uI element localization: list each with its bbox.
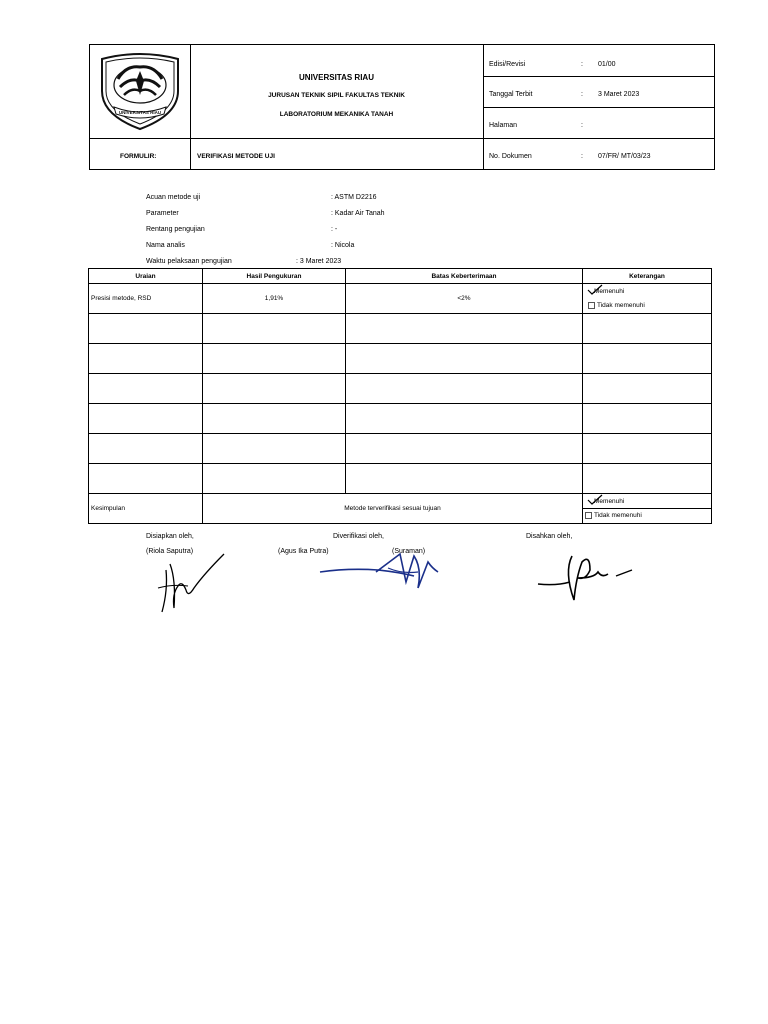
option-memenuhi: Memenuhi [594,497,625,505]
signer-name: (Suraman) [392,548,426,555]
header-divider [190,45,191,170]
keterangan-cell [583,284,712,314]
signature-image [148,550,228,616]
hasil-cell: 1,91% [203,284,346,314]
table-row [89,464,712,494]
meta-value: 01/00 [598,61,616,68]
verification-table [88,268,712,524]
keterangan-cell [583,509,712,524]
empty-cell [583,374,712,404]
info-value: : Nicola [331,242,355,249]
signer-name: (Riola Saputra) [146,548,194,555]
empty-cell [89,344,203,374]
approved-by-label: Disahkan oleh, [526,533,573,540]
meta-colon: : [581,153,583,160]
column-header: Keterangan [583,269,712,284]
header-divider [483,76,715,77]
info-value: : ASTM D2216 [331,194,377,201]
header-divider [483,107,715,108]
empty-cell [203,464,346,494]
option-memenuhi: Memenuhi [594,288,625,295]
info-value: : - [331,226,338,233]
meta-value: 07/FR/ MT/03/23 [598,153,651,160]
info-label: Nama analis [146,242,185,249]
info-value: : Kadar Air Tanah [331,210,385,217]
empty-cell [203,374,346,404]
empty-cell [583,404,712,434]
batas-cell: <2% [346,284,583,314]
university-logo [96,51,184,138]
table-row [89,374,712,404]
table-row [89,314,712,344]
option-tidak-memenuhi: Tidak memenuhi [594,512,642,520]
keterangan-cell [583,494,712,509]
option-tidak-memenuhi: Tidak memenuhi [588,302,645,309]
conclusion-row [89,494,712,509]
meta-label: Edisi/Revisi [489,61,526,68]
empty-cell [346,344,583,374]
info-label: Parameter [146,210,179,217]
table-row [89,404,712,434]
signer-name: (Agus Ika Putra) [278,548,329,555]
meta-label: Tanggal Terbit [489,91,533,98]
university-name: UNIVERSITAS RIAU [299,73,374,82]
meta-label: No. Dokumen [489,153,532,160]
info-label: Rentang pengujian [146,226,205,233]
checkbox-icon [585,512,592,519]
empty-cell [203,434,346,464]
lab-name: LABORATORIUM MEKANIKA TANAH [279,111,394,118]
empty-cell [346,404,583,434]
formulir-value: VERIFIKASI METODE UJI [197,153,275,160]
signature-image [536,548,636,604]
checkmark-icon [587,494,603,506]
empty-cell [346,464,583,494]
empty-cell [203,404,346,434]
prepared-by-label: Disiapkan oleh, [146,533,194,540]
svg-text:UNIVERSITAS RIAU: UNIVERSITAS RIAU [118,110,162,115]
table-row [89,344,712,374]
empty-cell [89,374,203,404]
empty-cell [346,314,583,344]
info-label: Acuan metode uji [146,194,201,201]
empty-cell [89,314,203,344]
meta-colon: : [581,122,583,129]
meta-value: 3 Maret 2023 [598,91,640,98]
info-label: Waktu pelaksaan pengujian [146,258,232,265]
checkbox-icon [588,302,595,309]
conclusion-value: Metode terverifikasi sesuai tujuan [203,494,583,524]
document-header [89,44,715,170]
conclusion-label: Kesimpulan [89,494,203,524]
header-divider [90,138,715,139]
empty-cell [346,434,583,464]
column-header: Batas Keberterimaan [346,269,583,284]
column-header: Uraian [89,269,203,284]
info-value: : 3 Maret 2023 [296,258,342,265]
uraian-cell: Presisi metode, RSD [89,284,203,314]
empty-cell [89,404,203,434]
table-row [89,434,712,464]
empty-cell [346,374,583,404]
empty-cell [583,344,712,374]
empty-cell [89,434,203,464]
table-header-row [89,269,712,284]
table-row [89,284,712,314]
formulir-label: FORMULIR: [120,153,157,160]
empty-cell [203,344,346,374]
column-header: Hasil Pengukuran [203,269,346,284]
empty-cell [89,464,203,494]
empty-cell [583,464,712,494]
verified-by-label: Diverifikasi oleh, [333,533,384,540]
empty-cell [583,314,712,344]
meta-colon: : [581,91,583,98]
meta-colon: : [581,61,583,68]
checkmark-icon [587,284,603,296]
empty-cell [203,314,346,344]
empty-cell [583,434,712,464]
signature-image [318,548,444,596]
department-name: JURUSAN TEKNIK SIPIL FAKULTAS TEKNIK [268,92,405,99]
meta-label: Halaman [489,122,518,129]
